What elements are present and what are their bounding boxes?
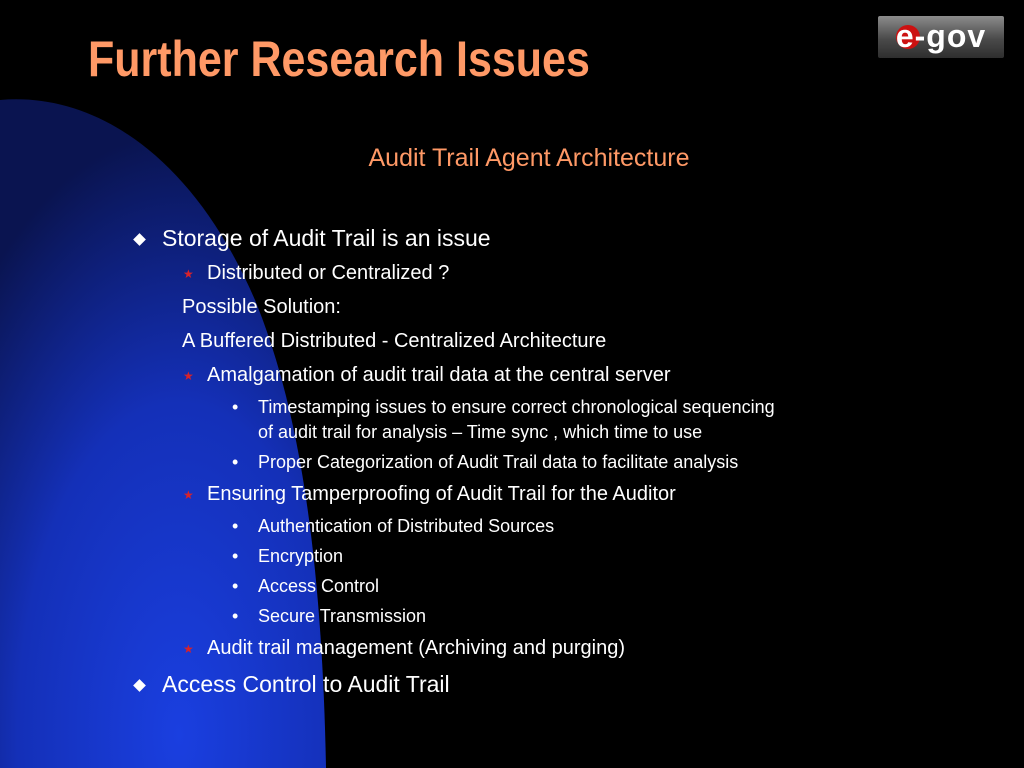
dot-bullet-icon: • [232,576,239,596]
dot-bullet-icon: • [232,606,239,626]
dot-bullet-icon: • [232,546,239,566]
bullet-storage: Storage of Audit Trail is an issue [162,225,491,251]
bullet-secure-transmission: Secure Transmission [258,606,427,626]
dot-bullet-icon: • [232,516,239,536]
bullet-timestamping-line1: Timestamping issues to ensure correct chronological sequencing [258,397,775,417]
slide-title: Further Research Issues [88,31,590,87]
bullet-access-control: Access Control [258,576,380,596]
bullet-distributed: Distributed or Centralized ? [207,262,450,284]
text-possible-solution: Possible Solution: [182,296,341,318]
bullet-amalgamation: Amalgamation of audit trail data at the central server [207,364,671,386]
bullet-audit-management: Audit trail management (Archiving and purging) [207,637,625,659]
star-bullet-icon: ★ [183,369,194,383]
star-bullet-icon: ★ [183,488,194,502]
logo-text: e-gov [895,18,987,54]
bullet-access-control-trail: Access Control to Audit Trail [162,671,450,697]
slide-subtitle: Audit Trail Agent Architecture [368,144,690,172]
star-bullet-icon: ★ [183,267,194,281]
star-bullet-icon: ★ [183,642,194,656]
text-buffered-architecture: A Buffered Distributed - Centralized Architecture [182,330,607,352]
dot-bullet-icon: • [232,452,239,472]
bullet-timestamping-line2: of audit trail for analysis – Time sync , which time to use [258,422,703,442]
dot-bullet-icon: • [232,397,239,417]
egov-logo [878,16,1004,58]
bullet-tamperproofing: Ensuring Tamperproofing of Audit Trail for the Auditor [207,483,676,505]
bullet-encryption: Encryption [258,546,344,566]
bullet-authentication: Authentication of Distributed Sources [258,516,555,536]
bullet-categorization: Proper Categorization of Audit Trail data to facilitate analysis [258,452,739,472]
